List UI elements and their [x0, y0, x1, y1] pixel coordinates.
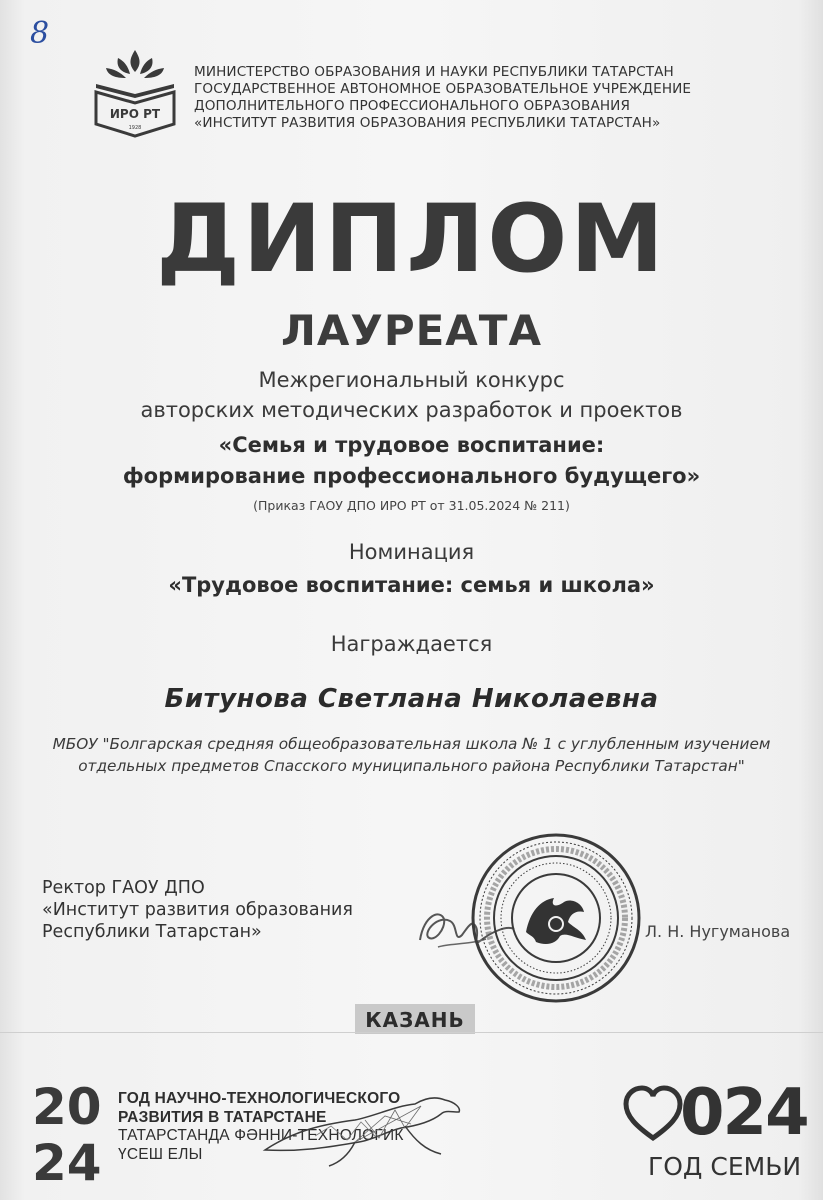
signatory-name: Л. Н. Нугуманова: [645, 922, 791, 941]
science-year-line: РАЗВИТИЯ В ТАТАРСТАНЕ: [118, 1108, 327, 1126]
iro-rt-book-logo-icon: [90, 48, 180, 140]
year-digits-top: 20: [32, 1078, 102, 1136]
city-label: КАЗАНЬ: [355, 1004, 475, 1034]
handwritten-number: 8: [30, 16, 50, 51]
family-year-text: 024: [680, 1076, 808, 1150]
nomination-label: Номинация: [348, 540, 475, 564]
logo-year: 1928: [128, 125, 142, 131]
leaping-leopard-icon: [255, 1080, 470, 1170]
contest-name: формирование профессионального будущего»: [122, 464, 701, 488]
contest-name: «Семья и трудовое воспитание:: [218, 433, 605, 457]
header-line: ГОСУДАРСТВЕННОЕ АВТОНОМНОЕ ОБРАЗОВАТЕЛЬНОЕ УЧРЕЖДЕНИЕ: [194, 81, 692, 97]
signatory-title: [42, 877, 353, 943]
recipient-name: Битунова Светлана Николаевна: [164, 684, 659, 714]
family-year-number: [628, 1078, 808, 1148]
year-digits-bottom: 24: [32, 1134, 102, 1186]
logo-text: ИРО РТ: [109, 107, 161, 121]
science-year-line: ТАТАРСТАНДА ФӘННИ-ТЕХНОЛОГИК: [118, 1127, 404, 1144]
science-year-line: ГОД НАУЧНО-ТЕХНОЛОГИЧЕСКОГО: [118, 1090, 401, 1107]
year-2024-mark-icon: [30, 1076, 110, 1186]
awarded-label: Награждается: [330, 632, 493, 656]
school-line: отдельных предметов Спасского муниципального района Республики Татарстан": [78, 757, 745, 775]
header-line: МИНИСТЕРСТВО ОБРАЗОВАНИЯ И НАУКИ РЕСПУБЛИКИ ТАТАРСТАН: [194, 64, 674, 80]
diploma-title: ДИПЛОМ: [156, 185, 667, 294]
family-year-label: ГОД СЕМЬИ: [648, 1152, 802, 1181]
nomination-name: «Трудовое воспитание: семья и школа»: [168, 573, 655, 597]
science-year-line: ҮСЕШ ЕЛЫ: [118, 1145, 203, 1163]
diploma-subtitle: ЛАУРЕАТА: [281, 306, 542, 355]
issuer-header: [194, 64, 691, 132]
order-reference: (Приказ ГАОУ ДПО ИРО РТ от 31.05.2024 № 211): [253, 498, 570, 513]
header-line: ДОПОЛНИТЕЛЬНОГО ПРОФЕССИОНАЛЬНОГО ОБРАЗОВАНИЯ: [194, 98, 630, 114]
school-line: МБОУ "Болгарская средняя общеобразовательная школа № 1 с углубленным изучением: [52, 735, 771, 753]
contest-line: авторских методических разработок и проектов: [140, 398, 683, 422]
footer-divider: [0, 1032, 823, 1033]
signatory-line: Республики Татарстан»: [42, 922, 262, 942]
round-seal-icon: [470, 832, 642, 1004]
contest-line: Межрегиональный конкурс: [258, 368, 565, 392]
header-line: «ИНСТИТУТ РАЗВИТИЯ ОБРАЗОВАНИЯ РЕСПУБЛИКИ ТАТАРСТАН»: [194, 115, 661, 131]
signatory-line: «Институт развития образования: [42, 900, 353, 920]
signatory-line: Ректор ГАОУ ДПО: [42, 878, 205, 898]
